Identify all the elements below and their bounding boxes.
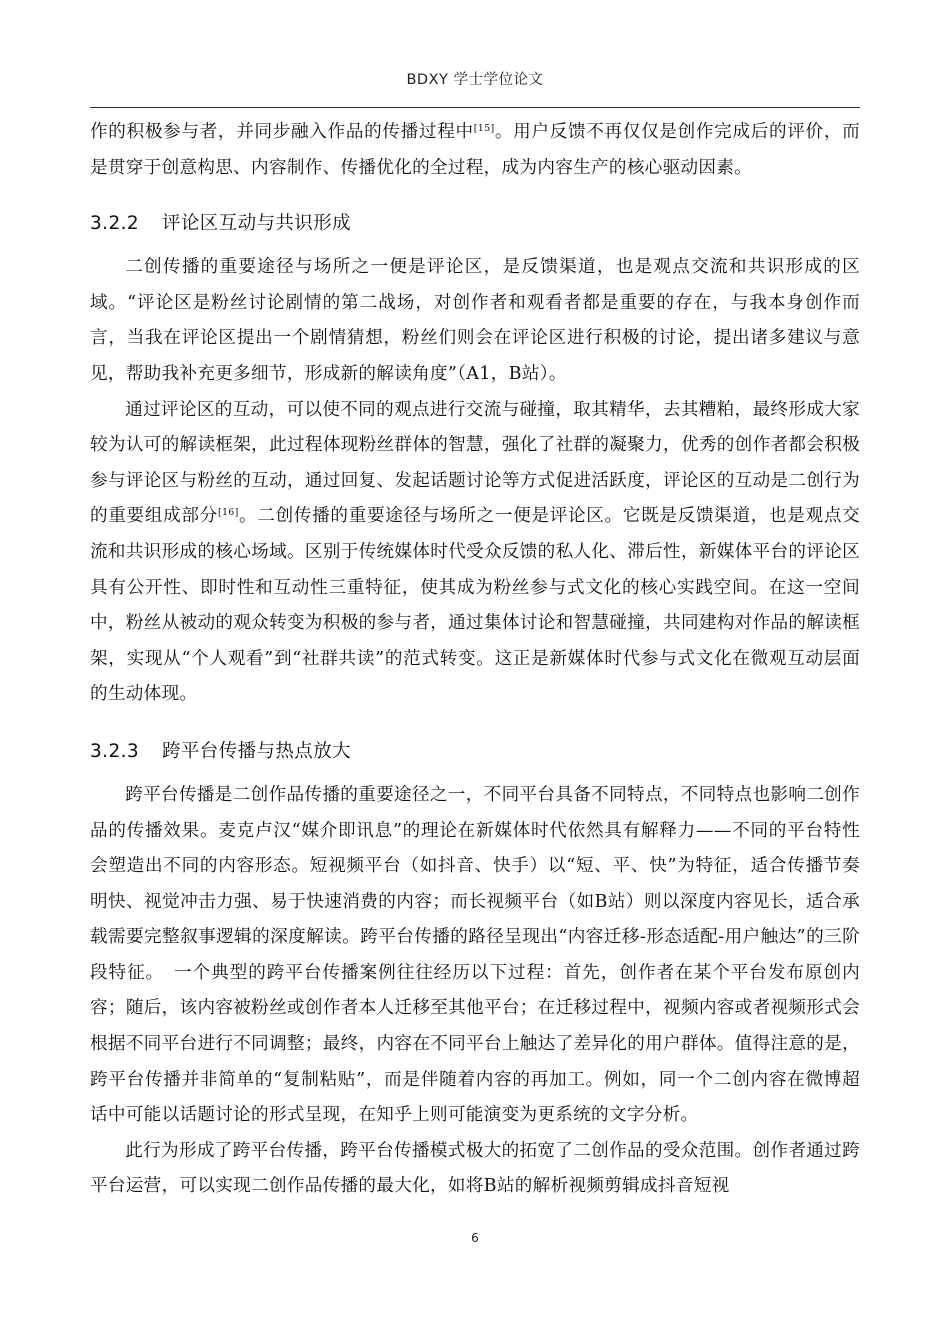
paragraph-cross-platform-2: 此行为形成了跨平台传播，跨平台传播模式极大的拓宽了二创作品的受众范围。创作者通过跨平台运营，可以实现二创作品传播的最大化，如将B站的解析视频剪辑成抖音短视 [90, 1140, 860, 1197]
header-rule [90, 107, 860, 108]
paragraph-comment-section-1: 二创传播的重要途径与场所之一便是评论区，是反馈渠道，也是观点交流和共识形成的区域。“评论区是粉丝讨论剧情的第二战场，对创作者和观看者都是重要的存在，与我本身创作而言，当我在评论区提出一个剧情猜想，粉丝们则会在评论区进行积极的讨论，提出诸多建议与意见，帮助我补充更多细节，形成新的解读角度”（A1，B站）。 [90, 257, 860, 384]
page-body [90, 115, 860, 1205]
citation-15[interactable]: [15] [473, 123, 495, 134]
paragraph-cross-platform-1: 跨平台传播是二创作品传播的重要途径之一，不同平台具备不同特点，不同特点也影响二创作品的传播效果。麦克卢汉“媒介即讯息”的理论在新媒体时代依然具有解释力——不同的平台特性会塑造出不同的内容形态。短视频平台（如抖音、快手）以“短、平、快”为特征，适合传播节奏明快、视觉冲击力强、易于快速消费的内容；而长视频平台（如B站）则以深度内容见长，适合承载需要完整叙事逻辑的深度解读。跨平台传播的路径呈现出“内容迁移-形态适配-用户触达”的三阶段特征。 一个典型的跨平台传播案例往往经历以下过程：首先，创作者在某个平台发布原创内容；随后，该内容被粉丝或创作者本人迁移至其他平台；在迁移过程中，视频内容或者视频形式会根据不同平台进行不同调整；最终，内容在不同平台上触达了差异化的用户群体。值得注意的是，跨平台传播并非简单的“复制粘贴”，而是伴随着内容的再加工。例如，同一个二创内容在微博超话中可能以话题讨论的形式呈现，在知乎上则可能演变为更系统的文字分析。 [90, 784, 860, 1126]
page-number: 6 [471, 1231, 479, 1245]
running-header: BDXY 学士学位论文 [406, 72, 544, 88]
section-title: 评论区互动与共识形成 [162, 213, 352, 235]
section-number: 3.2.2 [90, 213, 140, 235]
section-heading-3-2-3 [90, 733, 860, 771]
citation-16[interactable]: [16] [217, 507, 239, 519]
section-number: 3.2.3 [90, 740, 140, 762]
section-heading-3-2-2 [90, 205, 860, 243]
paragraph-comment-section-2: 通过评论区的互动，可以使不同的观点进行交流与碰撞，取其精华，去其糟粕，最终形成大家较为认可的解读框架，此过程体现粉丝群体的智慧，强化了社群的凝聚力，优秀的创作者都会积极参与评论区与粉丝的互动，通过回复、发起话题讨论等方式促进活跃度，评论区的互动是二创行为的重要组成部分[16]。二创传播的重要途径与场所之一便是评论区。它既是反馈渠道，也是观点交流和共识形成的核心场域。区别于传统媒体时代受众反馈的私人化、滞后性，新媒体平台的评论区具有公开性、即时性和互动性三重特征，使其成为粉丝参与式文化的核心实践空间。在这一空间中，粉丝从被动的观众转变为积极的参与者，通过集体讨论和智慧碰撞，共同建构对作品的解读框架，实现从“个人观看”到“社群共读”的范式转变。这正是新媒体时代参与式文化在微观互动层面的生动体现。 [90, 399, 860, 705]
paragraph-intro: 作的积极参与者，并同步融入作品的传播过程中[15]。用户反馈不再仅仅是创作完成后的评价，而是贯穿于创意构思、内容制作、传播优化的全过程，成为内容生产的核心驱动因素。 [90, 122, 860, 178]
section-title: 跨平台传播与热点放大 [162, 740, 352, 762]
